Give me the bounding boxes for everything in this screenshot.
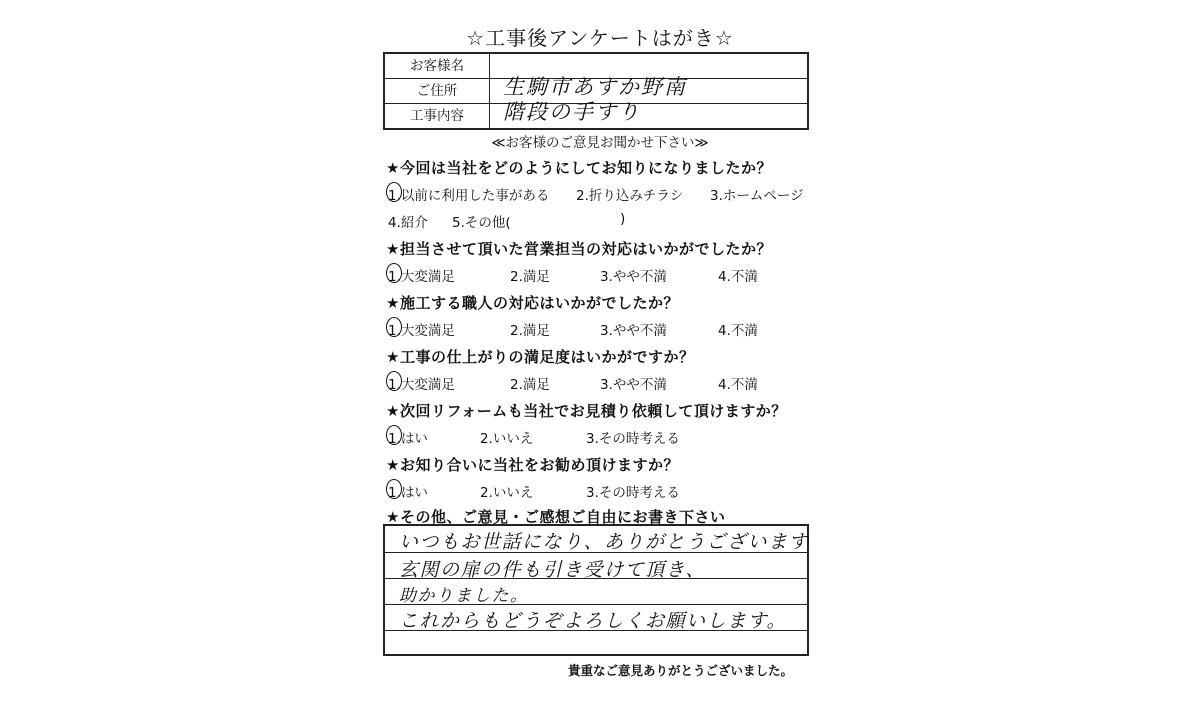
option-yes: 1.はい xyxy=(388,431,428,447)
option-somewhat-dissatisfied: 3.やや不満 xyxy=(600,377,667,393)
question-craftsman: ★施工する職人の対応はいかがでしたか？ xyxy=(386,294,679,312)
option-satisfied: 2.満足 xyxy=(510,323,550,339)
option-no: 2.いいえ xyxy=(480,431,534,447)
option-no: 2.いいえ xyxy=(480,485,534,501)
customer-info-table xyxy=(383,52,809,130)
option-dissatisfied: 4.不満 xyxy=(718,269,758,285)
work-content-row xyxy=(385,100,807,129)
option-previous-use: 1.以前に利用した事がある xyxy=(388,188,550,204)
option-dissatisfied: 4.不満 xyxy=(718,323,758,339)
option-satisfied: 2.満足 xyxy=(510,269,550,285)
option-very-satisfied: 1.大変満足 xyxy=(388,377,455,393)
question-recommend: ★お知り合いに当社をお勧め頂けますか？ xyxy=(386,456,679,474)
option-other: 5.その他( xyxy=(452,215,511,231)
address-label: ご住所 xyxy=(385,79,490,103)
option-somewhat-dissatisfied: 3.やや不満 xyxy=(600,269,667,285)
question-how-found: ★今回は当社をどのようにしてお知りになりましたか？ xyxy=(386,159,772,177)
option-will-consider: 3.その時考える xyxy=(586,485,680,501)
option-flyer: 2.折り込みチラシ xyxy=(576,188,684,204)
comment-line: 助かりました。 xyxy=(399,586,529,606)
survey-subtitle: ≪お客様のご意見お聞かせ下さい≫ xyxy=(491,135,709,151)
work-content-label: 工事内容 xyxy=(385,104,490,129)
option-other-close: ) xyxy=(620,211,626,227)
question-sales-staff: ★担当させて頂いた営業担当の対応はいかがでしたか？ xyxy=(386,240,772,258)
thank-you-footer: 貴重なご意見ありがとうございました。 xyxy=(568,663,794,678)
option-somewhat-dissatisfied: 3.やや不満 xyxy=(600,323,667,339)
work-content-value: 階段の手すり xyxy=(503,100,641,124)
option-referral: 4.紹介 xyxy=(388,215,428,231)
question-next-reform: ★次回リフォームも当社でお見積り依頼して頂けますか？ xyxy=(386,402,787,420)
question-finish-quality: ★工事の仕上がりの満足度はいかがですか？ xyxy=(386,348,695,366)
comments-heading: ★その他、ご意見・ご感想ご自由にお書き下さい xyxy=(386,508,726,526)
option-yes: 1.はい xyxy=(388,485,428,501)
comment-line: いつもお世話になり、ありがとうございます xyxy=(399,531,810,553)
option-will-consider: 3.その時考える xyxy=(586,431,680,447)
option-dissatisfied: 4.不満 xyxy=(718,377,758,393)
comment-line: これからもどうぞよろしくお願いします。 xyxy=(399,610,787,632)
comment-line: 玄関の扉の件も引き受けて頂き、 xyxy=(399,559,706,581)
option-very-satisfied: 1.大変満足 xyxy=(388,269,455,285)
option-homepage: 3.ホームページ xyxy=(710,188,804,204)
comments-box xyxy=(383,524,809,656)
customer-name-label: お客様名 xyxy=(385,54,490,78)
survey-title: ☆工事後アンケートはがき☆ xyxy=(466,26,734,50)
address-value: 生駒市あすか野南 xyxy=(503,75,687,99)
option-satisfied: 2.満足 xyxy=(510,377,550,393)
option-very-satisfied: 1.大変満足 xyxy=(388,323,455,339)
